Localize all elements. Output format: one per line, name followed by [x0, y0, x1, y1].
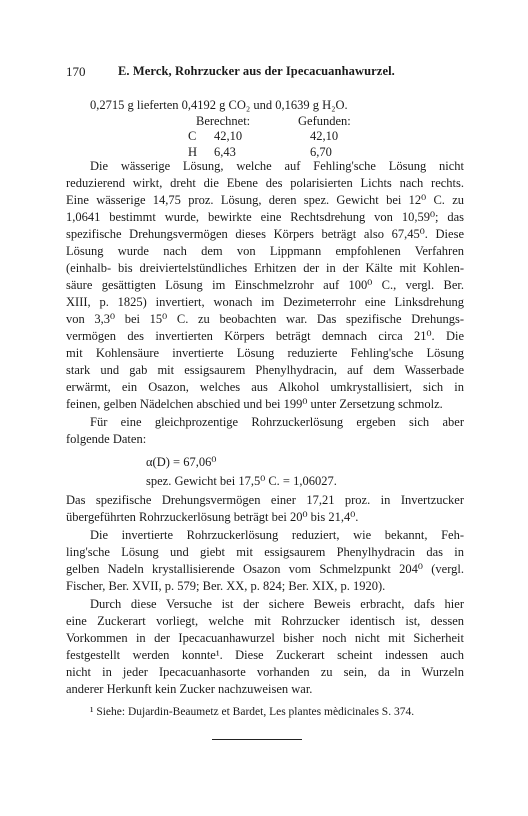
text-line: feinen, gelben Nädelchen abschied und bei 199⁰ unter Zersetzung schmolz.: [66, 397, 443, 411]
analysis-header-row: [90, 113, 351, 130]
text-line: von 3,3⁰ bei 15⁰ C. zu beobachten war. Das spezifische Drehungs-: [66, 312, 464, 326]
text-line: Die invertierte Rohrzuckerlösung reduziert, wie bekannt, Feh-: [90, 528, 464, 542]
running-head: E. Merck, Rohrzucker aus der Ipecacuanhawurzel.: [118, 64, 395, 78]
text-line: vermögen des invertierten Körpers beträgt demnach circa 21⁰. Die: [66, 329, 464, 343]
specific-gravity-formula: spez. Gewicht bei 17,5⁰ C. = 1,06027.: [146, 474, 337, 488]
text-line: anderer Herkunft kein Zucker nachzuweisen war.: [66, 682, 313, 696]
found-heading: Gefunden:: [298, 113, 351, 128]
element-symbol: H: [188, 144, 198, 159]
calculated-value: 6,43: [214, 144, 236, 159]
text-line: nicht in jeder Ipecacuanhasorte vorhanden zu sein, da in Wurzeln: [66, 665, 464, 679]
text-line: erwärmt, ein Osazon, welches aus Alkohol umkrystallisiert, sich in: [66, 380, 464, 394]
text-line: mit Kohlensäure invertierte Lösung reduzierte Fehling'sche Lösung: [66, 346, 464, 360]
text-line: Für eine gleichprozentige Rohrzuckerlösung ergeben sich aber: [90, 415, 464, 429]
text-line: stark und gab mit essigsaurem Phenylhydracin, auf dem Wasserbade: [66, 363, 464, 377]
text-line: festgestellt werden konnte¹. Diese Zuckerart scheint indessen auch: [66, 648, 464, 662]
text-line: XIII, p. 1825) invertiert, wonach im Dezimeterrohr eine Linksdrehung: [66, 295, 464, 309]
text-line: säure gesättigten Lösung im Einschmelzrohr auf 100⁰ C., vergl. Ber.: [66, 278, 464, 292]
text-line: ling'sche Lösung und giebt mit essigsaurem Phenylhydracin das in: [66, 545, 464, 559]
text-line: Die wässerige Lösung, welche auf Fehling'sche Lösung nicht: [90, 159, 464, 173]
found-value: 42,10: [310, 129, 339, 143]
analysis-row: [90, 129, 348, 145]
found-value: 6,70: [310, 144, 332, 159]
page-number: 170: [66, 64, 86, 79]
text-line: Das spezifische Drehungsvermögen einer 17,21 proz. in Invertzucker: [66, 493, 464, 507]
text-line: 1,0641 bestimmt wurde, bewirkte eine Rechtsdrehung von 10,59⁰; das: [66, 210, 464, 224]
page-header: [66, 64, 461, 84]
text-line: Lösung wurde nach dem von Lippmann empfohlenen Verfahren: [66, 244, 464, 258]
text-line: gelben Nadeln krystallisierende Osazon vom Schmelzpunkt 204⁰ (vergl.: [66, 562, 464, 576]
elemental-analysis: [90, 98, 351, 160]
text-line: Fischer, Ber. XVII, p. 579; Ber. XX, p. 824; Ber. XIX, p. 1920).: [66, 579, 386, 593]
text-line: reduzierend wirkt, dreht die Ebene des polarisierten Lichts nach rechts.: [66, 176, 464, 190]
text-line: folgende Daten:: [66, 432, 147, 446]
calculated-value: 42,10: [214, 129, 243, 143]
text-line: Eine wässerige 14,75 proz. Lösung, deren spez. Gewicht bei 12⁰ C. zu: [66, 193, 464, 207]
text-line: spezifische Drehungsvermögen dieses Körpers beträgt also 67,45⁰. Diese: [66, 227, 464, 241]
element-symbol: C: [188, 129, 197, 143]
footnote: ¹ Siehe: Dujardin-Beaumetz et Bardet, Les plantes mèdicinales S. 374.: [90, 706, 415, 718]
text-line: (einhalb- bis dreiviertelstündliches Erhitzen der in der Kälte mit Kohlen-: [66, 261, 464, 275]
text-line: Durch diese Versuche ist der sichere Beweis erbracht, dafs hier: [90, 597, 464, 611]
text-line: eine Zuckerart vorliegt, welche mit Rohrzucker identisch ist, dessen: [66, 614, 464, 628]
analysis-sample-line: 0,2715 g lieferten 0,4192 g CO₂ und 0,1639 g H₂O.: [90, 98, 348, 112]
footer-rule: [212, 739, 302, 740]
calculated-heading: Berechnet:: [196, 113, 251, 128]
text-line: übergeführten Rohrzuckerlösung beträgt bei 20⁰ bis 21,4⁰.: [66, 510, 359, 524]
optical-rotation-formula: α(D) = 67,06⁰: [146, 455, 217, 469]
text-line: Vorkommen in der Ipecacuanhawurzel bisher noch nicht mit Sicherheit: [66, 631, 464, 645]
